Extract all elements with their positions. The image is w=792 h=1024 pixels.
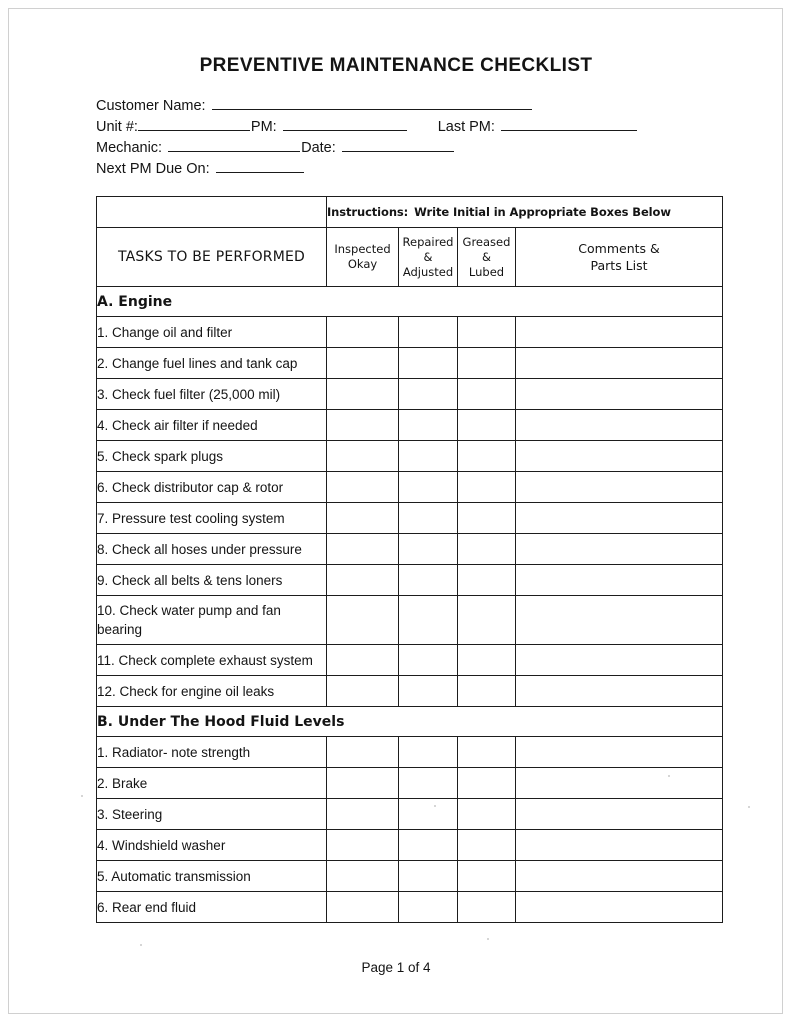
page-footer: Page 1 of 4 bbox=[361, 960, 431, 975]
table-row bbox=[97, 410, 723, 441]
table-row bbox=[97, 737, 723, 768]
task-label: 2. Change fuel lines and tank cap bbox=[97, 348, 327, 379]
inspected-okay-cell[interactable] bbox=[327, 861, 399, 892]
repaired-adjusted-cell[interactable] bbox=[399, 676, 458, 707]
header-inspected-okay bbox=[327, 228, 399, 287]
header-repaired-line2: & bbox=[423, 249, 433, 264]
repaired-adjusted-cell[interactable] bbox=[399, 472, 458, 503]
customer-name-field[interactable] bbox=[212, 97, 532, 110]
header-inspected-line2: Okay bbox=[347, 257, 378, 271]
instructions-lead: Instructions: bbox=[327, 205, 409, 219]
header-greased-lubed bbox=[458, 228, 516, 287]
comments-parts-cell[interactable] bbox=[516, 379, 723, 410]
task-label: 5. Automatic transmission bbox=[97, 861, 327, 892]
inspected-okay-cell[interactable] bbox=[327, 645, 399, 676]
inspected-okay-cell[interactable] bbox=[327, 410, 399, 441]
repaired-adjusted-cell[interactable] bbox=[399, 768, 458, 799]
greased-lubed-cell[interactable] bbox=[458, 645, 516, 676]
date-label: Date: bbox=[301, 140, 336, 156]
table-row bbox=[97, 534, 723, 565]
comments-parts-cell[interactable] bbox=[516, 799, 723, 830]
task-label: 12. Check for engine oil leaks bbox=[97, 676, 327, 707]
inspected-okay-cell[interactable] bbox=[327, 737, 399, 768]
comments-parts-cell[interactable] bbox=[516, 768, 723, 799]
inspected-okay-cell[interactable] bbox=[327, 799, 399, 830]
task-label: 3. Check fuel filter (25,000 mil) bbox=[97, 379, 327, 410]
table-row bbox=[97, 348, 723, 379]
repaired-adjusted-cell[interactable] bbox=[399, 596, 458, 645]
header-repaired-adjusted bbox=[399, 228, 458, 287]
greased-lubed-cell[interactable] bbox=[458, 892, 516, 923]
inspected-okay-cell[interactable] bbox=[327, 534, 399, 565]
greased-lubed-cell[interactable] bbox=[458, 534, 516, 565]
table-row bbox=[97, 503, 723, 534]
task-label: 8. Check all hoses under pressure bbox=[97, 534, 327, 565]
comments-parts-cell[interactable] bbox=[516, 472, 723, 503]
task-label: 2. Brake bbox=[97, 768, 327, 799]
repaired-adjusted-cell[interactable] bbox=[399, 348, 458, 379]
section-heading-row bbox=[97, 287, 723, 317]
repaired-adjusted-cell[interactable] bbox=[399, 830, 458, 861]
greased-lubed-cell[interactable] bbox=[458, 737, 516, 768]
inspected-okay-cell[interactable] bbox=[327, 348, 399, 379]
inspected-okay-cell[interactable] bbox=[327, 830, 399, 861]
inspected-okay-cell[interactable] bbox=[327, 676, 399, 707]
repaired-adjusted-cell[interactable] bbox=[399, 534, 458, 565]
task-label: 4. Windshield washer bbox=[97, 830, 327, 861]
inspected-okay-cell[interactable] bbox=[327, 472, 399, 503]
table-row bbox=[97, 441, 723, 472]
instructions-text: Write Initial in Appropriate Boxes Below bbox=[414, 205, 671, 219]
inspected-okay-cell[interactable] bbox=[327, 892, 399, 923]
greased-lubed-cell[interactable] bbox=[458, 596, 516, 645]
header-tasks: TASKS TO BE PERFORMED bbox=[97, 228, 327, 287]
header-repaired-line1: Repaired bbox=[402, 234, 454, 249]
repaired-adjusted-cell[interactable] bbox=[399, 861, 458, 892]
scan-speckle bbox=[487, 938, 489, 940]
header-comments-line2: Parts List bbox=[590, 258, 648, 273]
greased-lubed-cell[interactable] bbox=[458, 348, 516, 379]
repaired-adjusted-cell[interactable] bbox=[399, 503, 458, 534]
greased-lubed-cell[interactable] bbox=[458, 799, 516, 830]
section-heading-row bbox=[97, 707, 723, 737]
comments-parts-cell[interactable] bbox=[516, 676, 723, 707]
greased-lubed-cell[interactable] bbox=[458, 830, 516, 861]
scan-speckle bbox=[81, 795, 83, 797]
task-label: 9. Check all belts & tens loners bbox=[97, 565, 327, 596]
greased-lubed-cell[interactable] bbox=[458, 441, 516, 472]
form-line-next-pm bbox=[96, 159, 696, 180]
table-row bbox=[97, 830, 723, 861]
repaired-adjusted-cell[interactable] bbox=[399, 565, 458, 596]
header-comments-parts-list bbox=[516, 228, 723, 287]
header-greased-line1: Greased bbox=[462, 234, 511, 249]
repaired-adjusted-cell[interactable] bbox=[399, 410, 458, 441]
instructions-spacer-cell bbox=[97, 197, 327, 228]
table-row bbox=[97, 596, 723, 645]
mechanic-field[interactable] bbox=[168, 139, 300, 152]
repaired-adjusted-cell[interactable] bbox=[399, 892, 458, 923]
task-label: 1. Radiator- note strength bbox=[97, 737, 327, 768]
date-field[interactable] bbox=[342, 139, 454, 152]
last-pm-label: Last PM: bbox=[437, 119, 495, 135]
page-title: PREVENTIVE MAINTENANCE CHECKLIST bbox=[199, 54, 593, 76]
table-row bbox=[97, 892, 723, 923]
comments-parts-cell[interactable] bbox=[516, 348, 723, 379]
comments-parts-cell[interactable] bbox=[516, 317, 723, 348]
inspected-okay-cell[interactable] bbox=[327, 379, 399, 410]
next-pm-due-label: Next PM Due On: bbox=[96, 161, 210, 177]
form-header-block bbox=[96, 96, 696, 180]
task-label: 5. Check spark plugs bbox=[97, 441, 327, 472]
repaired-adjusted-cell[interactable] bbox=[399, 737, 458, 768]
table-row bbox=[97, 676, 723, 707]
header-greased-line3: Lubed bbox=[468, 264, 505, 279]
form-line-unit-pm-lastpm bbox=[96, 117, 696, 138]
next-pm-due-field[interactable] bbox=[216, 160, 304, 173]
task-label: 1. Change oil and filter bbox=[97, 317, 327, 348]
comments-parts-cell[interactable] bbox=[516, 737, 723, 768]
inspected-okay-cell[interactable] bbox=[327, 596, 399, 645]
table-row bbox=[97, 565, 723, 596]
table-row bbox=[97, 645, 723, 676]
comments-parts-cell[interactable] bbox=[516, 441, 723, 472]
greased-lubed-cell[interactable] bbox=[458, 861, 516, 892]
scan-speckle bbox=[140, 944, 142, 946]
table-row bbox=[97, 861, 723, 892]
inspected-okay-cell[interactable] bbox=[327, 441, 399, 472]
greased-lubed-cell[interactable] bbox=[458, 379, 516, 410]
comments-parts-cell[interactable] bbox=[516, 861, 723, 892]
header-repaired-line3: Adjusted bbox=[402, 264, 454, 279]
header-inspected-line1: Inspected bbox=[334, 242, 391, 256]
table-row bbox=[97, 472, 723, 503]
mechanic-label: Mechanic: bbox=[96, 140, 163, 156]
header-greased-line2: & bbox=[482, 249, 491, 264]
greased-lubed-cell[interactable] bbox=[458, 317, 516, 348]
repaired-adjusted-cell[interactable] bbox=[399, 317, 458, 348]
greased-lubed-cell[interactable] bbox=[458, 676, 516, 707]
repaired-adjusted-cell[interactable] bbox=[399, 799, 458, 830]
task-label: 6. Rear end fluid bbox=[97, 892, 327, 923]
comments-parts-cell[interactable] bbox=[516, 534, 723, 565]
scan-speckle bbox=[748, 806, 750, 808]
inspected-okay-cell[interactable] bbox=[327, 768, 399, 799]
form-line-mechanic-date bbox=[96, 138, 696, 159]
repaired-adjusted-cell[interactable] bbox=[399, 379, 458, 410]
section-heading: B. Under The Hood Fluid Levels bbox=[97, 707, 723, 737]
pm-field[interactable] bbox=[283, 118, 407, 131]
task-label: 10. Check water pump and fan bearing bbox=[97, 596, 327, 645]
last-pm-field[interactable] bbox=[501, 118, 637, 131]
pm-label: PM: bbox=[250, 119, 277, 135]
unit-number-field[interactable] bbox=[138, 118, 250, 131]
maintenance-checklist-table bbox=[96, 196, 723, 923]
greased-lubed-cell[interactable] bbox=[458, 565, 516, 596]
section-heading: A. Engine bbox=[97, 287, 723, 317]
unit-number-label: Unit #: bbox=[96, 119, 138, 135]
column-header-row bbox=[97, 228, 723, 287]
instructions-cell bbox=[327, 197, 723, 228]
table-row bbox=[97, 799, 723, 830]
comments-parts-cell[interactable] bbox=[516, 410, 723, 441]
task-label: 11. Check complete exhaust system bbox=[97, 645, 327, 676]
customer-name-label: Customer Name: bbox=[96, 98, 206, 114]
inspected-okay-cell[interactable] bbox=[327, 565, 399, 596]
form-line-customer bbox=[96, 96, 696, 117]
header-comments-line1: Comments & bbox=[578, 241, 660, 256]
comments-parts-cell[interactable] bbox=[516, 830, 723, 861]
repaired-adjusted-cell[interactable] bbox=[399, 645, 458, 676]
task-label: 3. Steering bbox=[97, 799, 327, 830]
inspected-okay-cell[interactable] bbox=[327, 317, 399, 348]
task-label: 4. Check air filter if needed bbox=[97, 410, 327, 441]
task-label: 6. Check distributor cap & rotor bbox=[97, 472, 327, 503]
table-row bbox=[97, 768, 723, 799]
comments-parts-cell[interactable] bbox=[516, 645, 723, 676]
comments-parts-cell[interactable] bbox=[516, 503, 723, 534]
greased-lubed-cell[interactable] bbox=[458, 503, 516, 534]
greased-lubed-cell[interactable] bbox=[458, 768, 516, 799]
comments-parts-cell[interactable] bbox=[516, 596, 723, 645]
table-row bbox=[97, 379, 723, 410]
task-label: 7. Pressure test cooling system bbox=[97, 503, 327, 534]
table-row bbox=[97, 317, 723, 348]
checklist-body bbox=[97, 287, 723, 923]
greased-lubed-cell[interactable] bbox=[458, 472, 516, 503]
comments-parts-cell[interactable] bbox=[516, 565, 723, 596]
greased-lubed-cell[interactable] bbox=[458, 410, 516, 441]
inspected-okay-cell[interactable] bbox=[327, 503, 399, 534]
repaired-adjusted-cell[interactable] bbox=[399, 441, 458, 472]
comments-parts-cell[interactable] bbox=[516, 892, 723, 923]
instructions-row bbox=[97, 197, 723, 228]
